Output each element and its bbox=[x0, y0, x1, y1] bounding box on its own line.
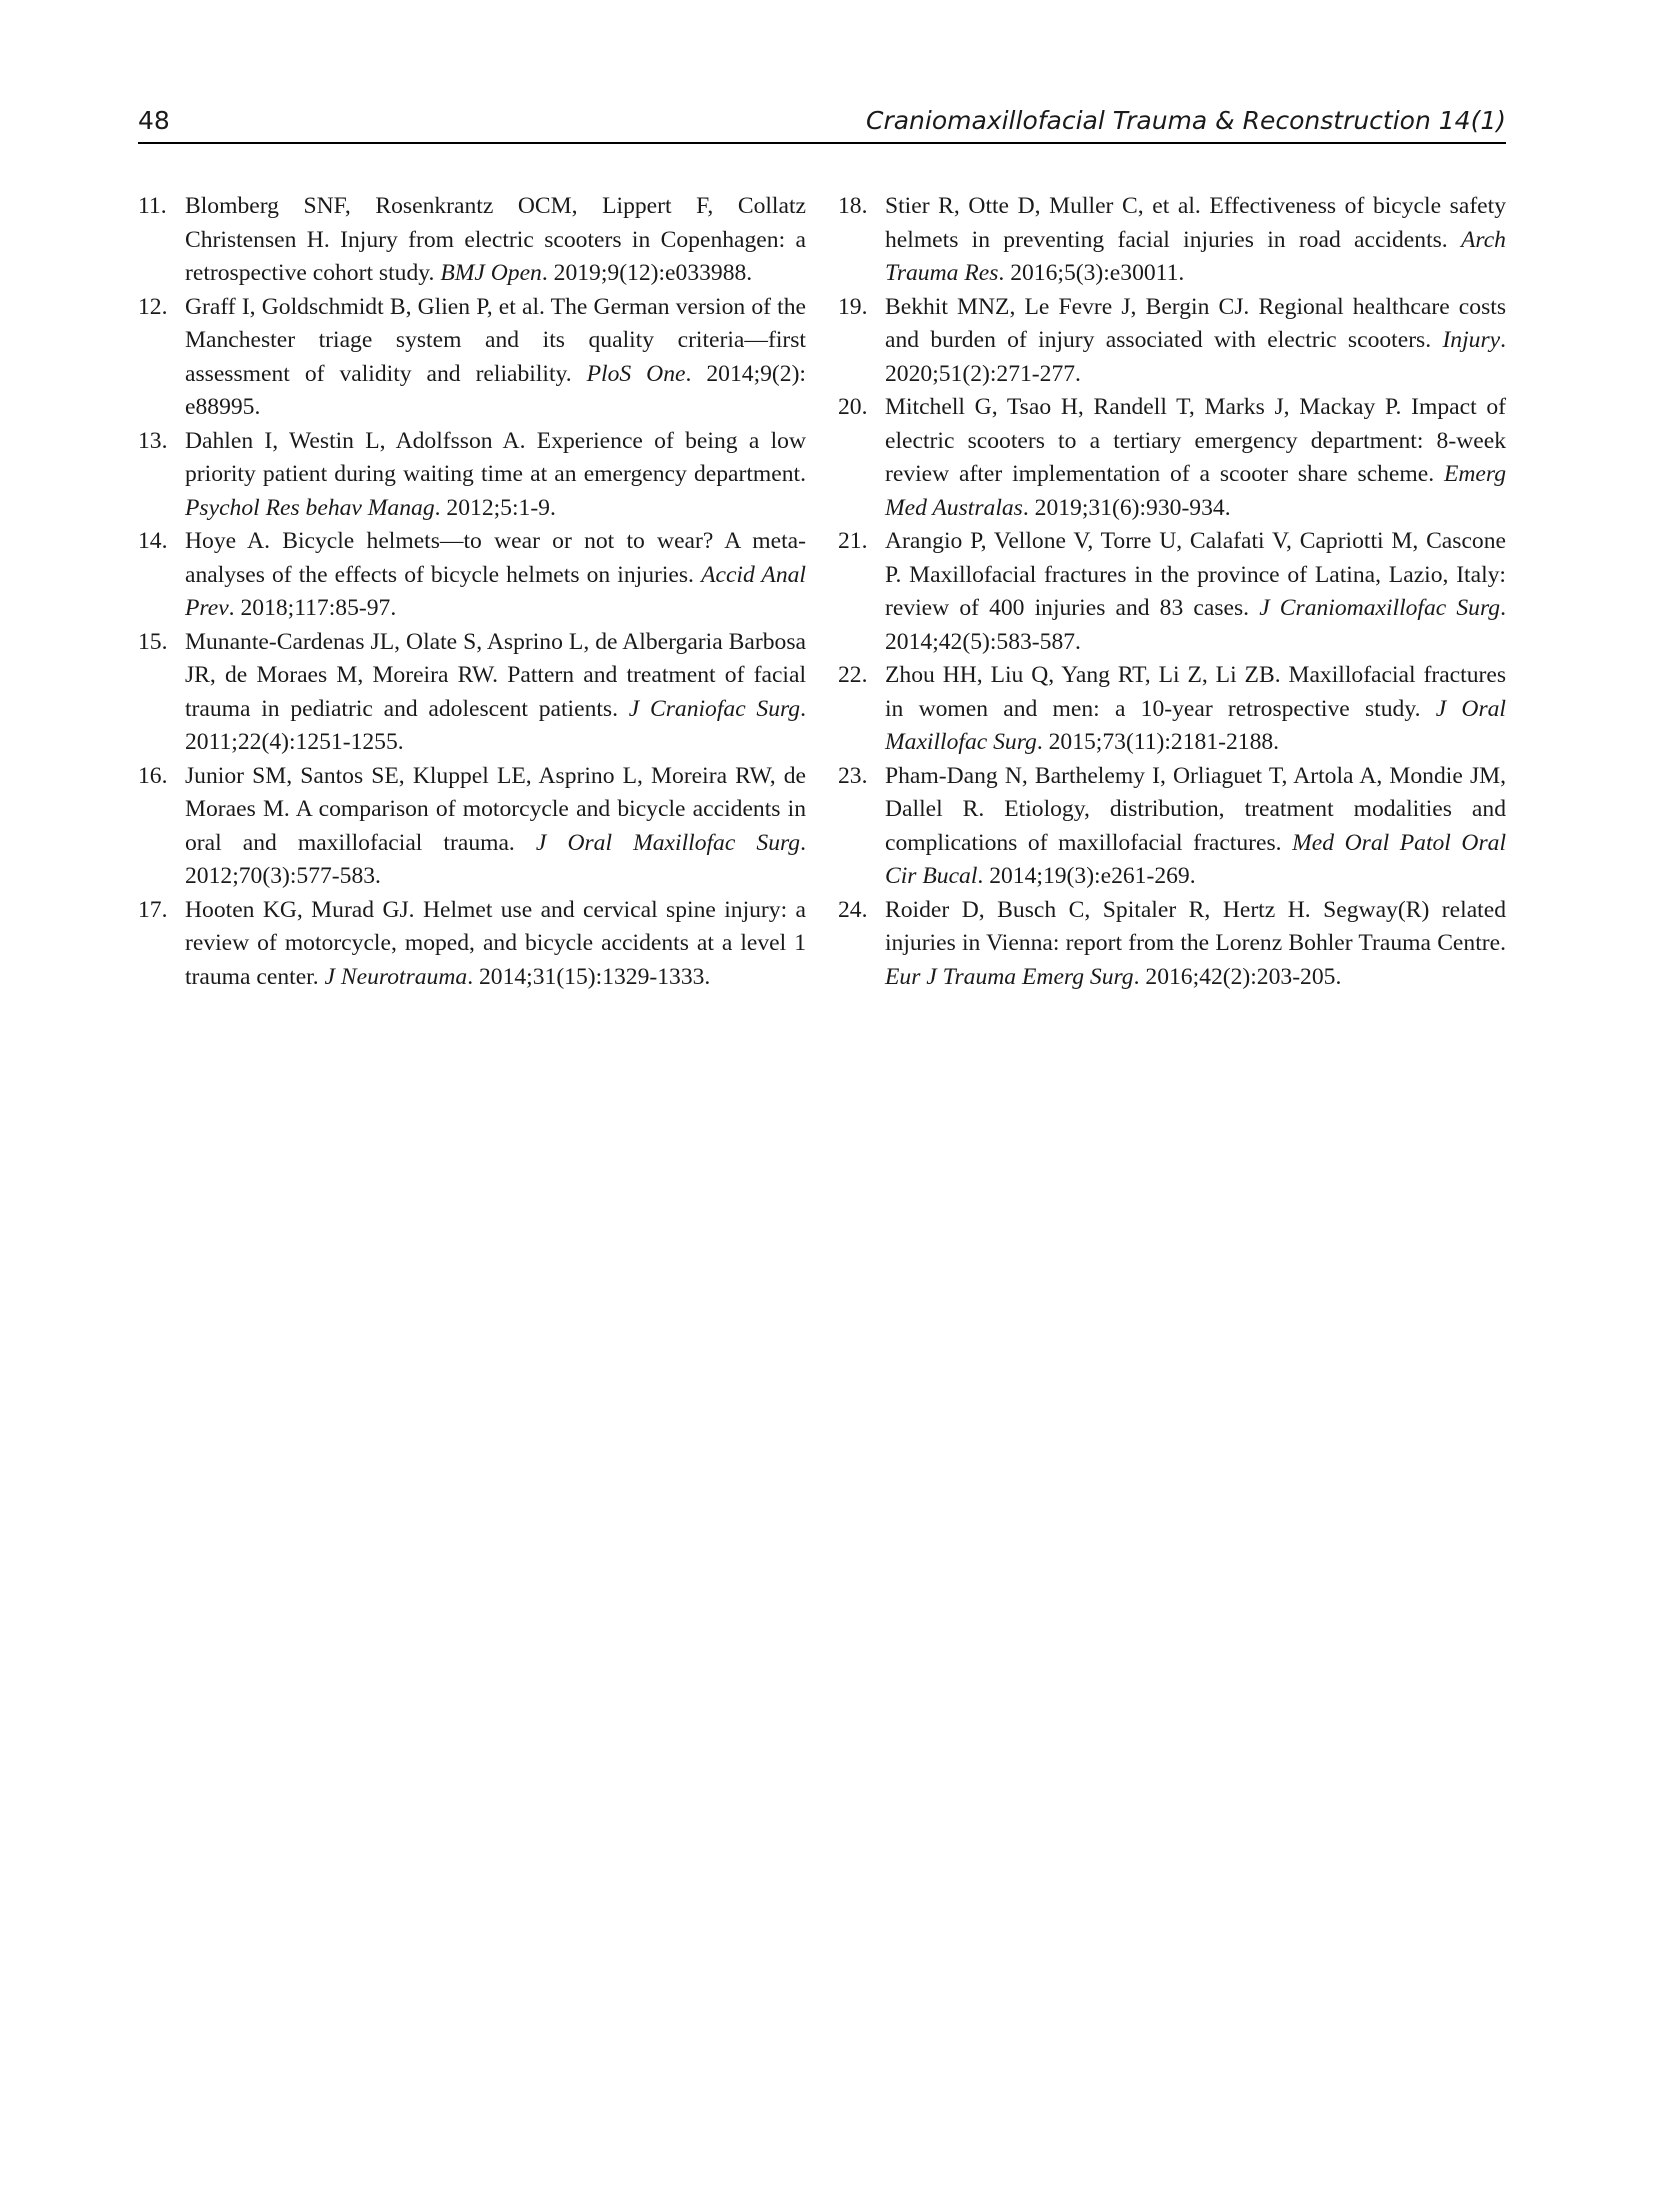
reference-item bbox=[838, 894, 1506, 995]
reference-text bbox=[185, 629, 806, 756]
reference-authors: Mitchell G, Tsao H, Randell T, Marks J, Mackay P. Impact of electric scooters to a tertiary emergency department: 8-week review after implementation of a scooter share scheme. bbox=[885, 394, 1506, 487]
reference-item bbox=[838, 291, 1506, 392]
reference-item bbox=[838, 391, 1506, 525]
reference-item bbox=[138, 760, 806, 894]
reference-text bbox=[185, 193, 806, 286]
reference-journal: J Oral Maxillofac Surg bbox=[885, 695, 1506, 755]
reference-authors: Blomberg SNF, Rosenkrantz OCM, Lippert F, Collatz Christensen H. Injury from electric scooters in Copenhagen: a retrospective cohort study. bbox=[185, 193, 806, 286]
reference-number: 20. bbox=[838, 394, 868, 420]
references-column-right bbox=[838, 190, 1506, 994]
reference-text bbox=[185, 528, 806, 621]
reference-text bbox=[885, 662, 1506, 755]
reference-text bbox=[885, 897, 1506, 990]
reference-authors: Graff I, Goldschmidt B, Glien P, et al. The German version of the Manchester triage system and its quality criteria—first assessment of validity and reliability. bbox=[185, 293, 806, 387]
reference-citation: . 2019;9(12):e033988. bbox=[541, 260, 753, 286]
reference-citation: . 2014;31(15):1329-1333. bbox=[467, 963, 711, 990]
reference-citation: . 2011;22(4):1251-1255. bbox=[185, 695, 807, 755]
reference-item bbox=[138, 425, 806, 526]
reference-number: 15. bbox=[138, 628, 168, 655]
reference-item bbox=[138, 291, 806, 425]
reference-citation: . 2016;5(3):e30011. bbox=[998, 260, 1185, 286]
reference-journal: Med Oral Patol Oral Cir Bucal bbox=[885, 829, 1506, 889]
references-column-left bbox=[138, 190, 806, 994]
reference-text bbox=[885, 528, 1506, 655]
reference-authors: Zhou HH, Liu Q, Yang RT, Li Z, Li ZB. Maxillofacial fractures in women and men: a 10-year retrospective study. bbox=[885, 662, 1506, 722]
reference-text bbox=[885, 193, 1506, 286]
reference-number: 21. bbox=[838, 528, 868, 554]
reference-journal: J Craniomaxillofac Surg bbox=[1259, 595, 1501, 621]
reference-journal: J Oral Maxillofac Surg bbox=[535, 829, 801, 856]
reference-number: 17. bbox=[138, 896, 168, 923]
reference-citation: . 2019;31(6):930-934. bbox=[1022, 494, 1231, 521]
reference-number: 12. bbox=[138, 293, 168, 320]
reference-journal: Psychol Res behav Manag bbox=[185, 494, 435, 521]
reference-item bbox=[138, 190, 806, 291]
reference-authors: Dahlen I, Westin L, Adolfsson A. Experience of being a low priority patient during waiting time at an emergency department. bbox=[185, 427, 806, 487]
reference-citation: . 2012;70(3):577-583. bbox=[185, 829, 806, 889]
reference-authors: Bekhit MNZ, Le Fevre J, Bergin CJ. Regional healthcare costs and burden of injury associated with electric scooters. bbox=[885, 293, 1506, 353]
reference-authors: Hoye A. Bicycle helmets—to wear or not to wear? A meta-analyses of the effects of bicycle helmets on injuries. bbox=[185, 528, 806, 588]
reference-number: 19. bbox=[838, 293, 868, 320]
reference-journal: Eur J Trauma Emerg Surg bbox=[885, 963, 1134, 990]
reference-citation: . 2020;51(2):271-277. bbox=[885, 327, 1507, 387]
reference-journal: J Craniofac Surg bbox=[628, 695, 801, 722]
page-number: 48 bbox=[138, 106, 170, 135]
reference-number: 11. bbox=[138, 193, 167, 219]
reference-item bbox=[138, 626, 806, 760]
reference-citation: . 2014;9(2): e88995. bbox=[185, 360, 806, 420]
reference-journal: Emerg Med Australas bbox=[885, 461, 1506, 521]
reference-number: 14. bbox=[138, 528, 168, 554]
reference-citation: . 2014;19(3):e261-269. bbox=[977, 863, 1196, 889]
reference-citation: . 2018;117:85-97. bbox=[228, 595, 397, 621]
reference-authors: Roider D, Busch C, Spitaler R, Hertz H. Segway(R) related injuries in Vienna: report from the Lorenz Bohler Trauma Centre. bbox=[885, 896, 1506, 956]
reference-journal: Accid Anal Prev bbox=[185, 561, 806, 621]
reference-authors: Arangio P, Vellone V, Torre U, Calafati V, Capriotti M, Cascone P. Maxillofacial fractures in the province of Latina, Lazio, Italy: review of 400 injuries and 83 cases. bbox=[885, 528, 1506, 621]
reference-text bbox=[885, 394, 1506, 521]
reference-journal: J Neurotrauma bbox=[324, 963, 468, 990]
page-header bbox=[138, 100, 1506, 144]
reference-number: 16. bbox=[138, 762, 168, 789]
reference-text bbox=[185, 763, 806, 890]
reference-text bbox=[185, 428, 806, 521]
reference-item bbox=[838, 659, 1506, 760]
reference-item bbox=[138, 525, 806, 626]
reference-authors: Junior SM, Santos SE, Kluppel LE, Asprino L, Moreira RW, de Moraes M. A comparison of motorcycle and bicycle accidents in oral and maxillofacial trauma. bbox=[185, 762, 806, 856]
reference-citation: . 2015;73(11):2181-2188. bbox=[1036, 729, 1280, 755]
reference-text bbox=[885, 763, 1506, 890]
reference-item bbox=[838, 760, 1506, 894]
reference-journal: BMJ Open bbox=[440, 260, 542, 286]
reference-number: 22. bbox=[838, 662, 868, 688]
reference-authors: Stier R, Otte D, Muller C, et al. Effectiveness of bicycle safety helmets in preventing facial injuries in road accidents. bbox=[885, 193, 1506, 253]
reference-journal: Arch Trauma Res bbox=[885, 226, 1506, 286]
reference-item bbox=[138, 894, 806, 995]
reference-number: 24. bbox=[838, 896, 868, 923]
reference-authors: Munante-Cardenas JL, Olate S, Asprino L, de Albergaria Barbosa JR, de Moraes M, Moreira RW. Pattern and treatment of facial trauma in pediatric and adolescent patients. bbox=[185, 628, 806, 722]
journal-title: Craniomaxillofacial Trauma & Reconstruction 14(1) bbox=[866, 106, 1506, 135]
reference-number: 13. bbox=[138, 427, 168, 454]
reference-citation: . 2012;5:1-9. bbox=[434, 494, 556, 521]
reference-text bbox=[185, 294, 806, 421]
reference-journal: Injury bbox=[1442, 327, 1501, 353]
reference-journal: PloS One bbox=[586, 360, 686, 387]
reference-item bbox=[838, 190, 1506, 291]
reference-text bbox=[885, 294, 1506, 387]
reference-text bbox=[185, 897, 806, 990]
reference-item bbox=[838, 525, 1506, 659]
reference-number: 18. bbox=[838, 193, 868, 219]
reference-citation: . 2016;42(2):203-205. bbox=[1133, 963, 1342, 990]
reference-citation: . 2014;42(5):583-587. bbox=[885, 595, 1506, 655]
reference-authors: Hooten KG, Murad GJ. Helmet use and cervical spine injury: a review of motorcycle, moped, and bicycle accidents at a level 1 trauma center. bbox=[185, 896, 806, 990]
reference-number: 23. bbox=[838, 762, 868, 789]
reference-authors: Pham-Dang N, Barthelemy I, Orliaguet T, Artola A, Mondie JM, Dallel R. Etiology, distribution, treatment modalities and complications of maxillofacial fractures. bbox=[885, 762, 1506, 856]
